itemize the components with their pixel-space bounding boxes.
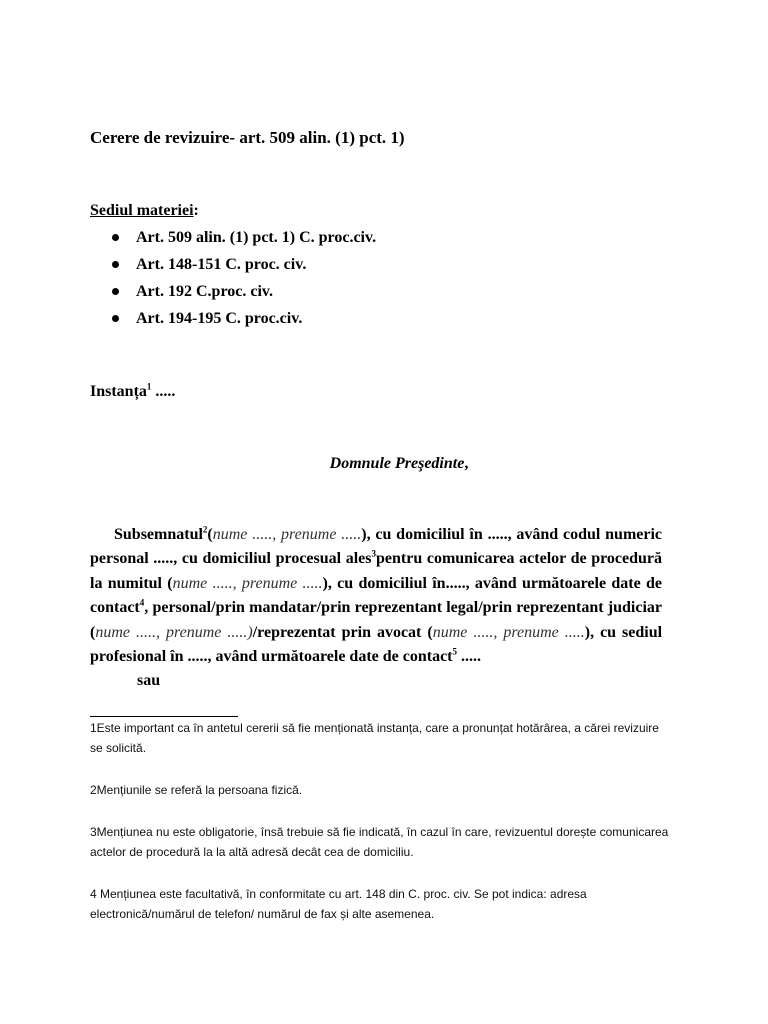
section-heading-colon: :	[193, 202, 199, 219]
court-line	[90, 383, 175, 401]
list-item-text: Art. 194-195 C. proc.civ.	[136, 310, 303, 327]
salutation-text	[300, 455, 469, 472]
para-text: ), cu domiciliul în ....., având codul numeric personal ....., cu domiciliul procesual ales	[90, 526, 663, 568]
bullet-icon	[112, 315, 119, 322]
placeholder-name: nume .....,	[95, 623, 160, 641]
bullet-icon	[112, 261, 119, 268]
court-label: Instanța	[90, 383, 147, 400]
footnote-3: 3Mențiunea nu este obligatorie, însă trebuie să fie indicată, în cazul în care, revizuentul dorește comunicarea actelor de procedură la la altă adresă decât cea de domiciliu.	[90, 825, 669, 859]
footnote-1: 1Este important ca în antetul cererii să fie menționată instanța, care a pronunțat hotărârea, a cărei revizuire se solicită.	[90, 721, 659, 755]
footnote-2: 2Mențiunile se referă la persoana fizică.	[90, 783, 303, 797]
bullet-icon	[112, 234, 119, 241]
list-item	[90, 228, 376, 255]
list-item-text: Art. 148-151 C. proc. civ.	[136, 256, 307, 273]
placeholder-surname: prenume .....	[281, 526, 362, 543]
placeholder-surname: prenume .....	[241, 574, 323, 592]
footnote-ref: 1	[146, 381, 152, 392]
document-title: Cerere de revizuire- art. 509 alin. (1) pct. 1)	[90, 128, 405, 147]
para-text: ), cu sediul profesional în ....., având următoarele date de contact	[90, 623, 663, 666]
para-text: (	[207, 526, 213, 543]
salutation	[0, 455, 768, 473]
bullet-icon	[112, 288, 119, 295]
para-text: , personal/prin mandatar/prin reprezentant legal/prin reprezentant judiciar (	[90, 599, 662, 641]
placeholder-surname: prenume .....)	[165, 623, 253, 641]
para-text: .....	[457, 648, 481, 666]
list-item-text: Art. 192 C.proc. civ.	[136, 283, 274, 300]
court-value: .....	[151, 383, 176, 400]
footnote-ref: 2	[202, 524, 208, 535]
para-text: /reprezentat prin avocat (	[252, 623, 433, 641]
petitioner-paragraph	[90, 523, 662, 669]
alternative-marker: sau	[137, 672, 161, 689]
section-heading	[90, 202, 199, 220]
list-item	[90, 309, 376, 336]
list-item-text: Art. 509 alin. (1) pct. 1) C. proc.civ.	[136, 229, 377, 246]
section-heading-text: Sediul materiei	[90, 202, 194, 219]
placeholder-surname: prenume .....	[503, 623, 585, 641]
footnote-ref: 3	[371, 549, 376, 560]
placeholder-name: nume .....,	[432, 623, 498, 641]
para-text: ), cu domiciliul în....., având următoarele date de contact	[90, 574, 662, 617]
footnote-separator	[90, 716, 238, 717]
legal-basis-list	[90, 228, 376, 336]
footnote-ref: 5	[452, 646, 457, 657]
salutation-words: Domnule Preşedinte	[329, 455, 465, 472]
para-text: pentru comunicarea actelor de procedură la numitul (	[90, 550, 663, 592]
salutation-comma: ,	[464, 455, 469, 472]
list-item	[90, 255, 376, 282]
placeholder-name: nume .....,	[172, 574, 237, 592]
list-item	[90, 282, 376, 309]
placeholder-name: nume .....,	[212, 526, 277, 543]
footnote-4: 4 Mențiunea este facultativă, în conformitate cu art. 148 din C. proc. civ. Se pot indica: adresa electronică/numărul de telefon/ numărul de fax și alte asemenea.	[90, 887, 587, 921]
footnote-ref: 4	[139, 597, 145, 608]
para-text: Subsemnatul	[114, 526, 203, 543]
